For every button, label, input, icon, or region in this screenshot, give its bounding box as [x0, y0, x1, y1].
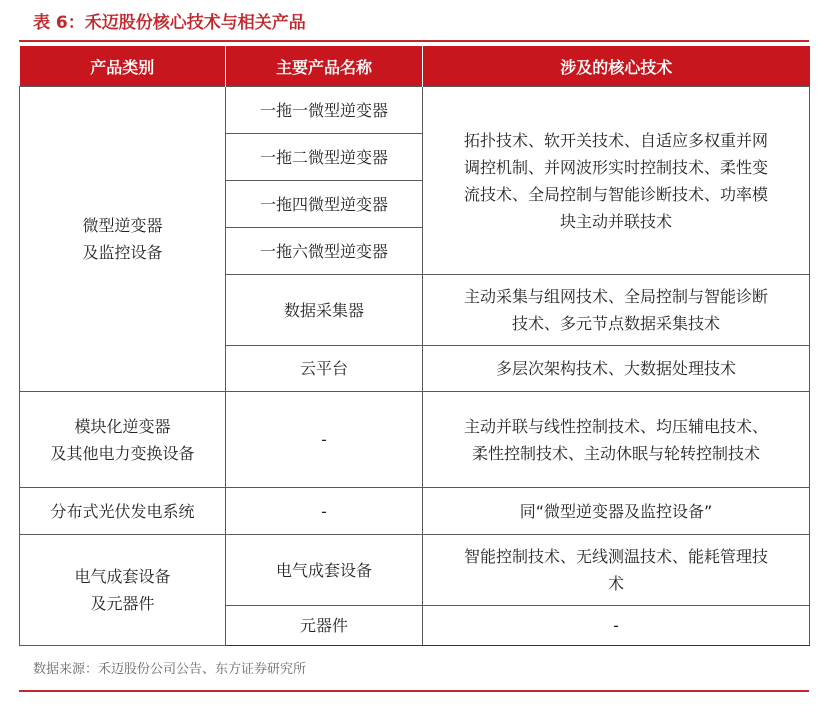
tech-cell	[423, 275, 810, 346]
header-category: 产品类别	[20, 46, 226, 87]
category-line: 模块化逆变器	[74, 416, 171, 436]
product-cell: 一拖六微型逆变器	[226, 228, 423, 275]
tech-cell	[423, 346, 810, 392]
tech-line: 主动并联与线性控制技术、均压辅电技术、	[463, 416, 768, 436]
product-cell: -	[226, 392, 423, 488]
tech-line: 技术、多元节点数据采集技术	[511, 314, 720, 333]
table-row	[20, 87, 810, 134]
tech-line: 主动采集与组网技术、全局控制与智能诊断	[463, 287, 768, 306]
title-divider	[19, 40, 809, 42]
tech-line: 块主动并联技术	[559, 211, 672, 231]
tech-line: 拓扑技术、软开关技术、自适应多权重并网	[463, 130, 768, 150]
category-cell-modular-inverter	[20, 392, 226, 488]
tech-cell	[423, 392, 810, 488]
category-line: 微型逆变器	[82, 216, 163, 235]
category-cell-electrical-equipment	[20, 535, 226, 646]
category-cell-distributed-pv: 分布式光伏发电系统	[20, 488, 226, 535]
product-cell: 一拖四微型逆变器	[226, 181, 423, 228]
product-cell: 云平台	[226, 346, 423, 392]
tech-cell	[423, 535, 810, 606]
table-header-row	[20, 46, 810, 87]
tech-line: 柔性控制技术、主动休眠与轮转控制技术	[471, 443, 760, 463]
tech-line: 多层次架构技术、大数据处理技术	[495, 359, 736, 378]
table-row	[20, 392, 810, 488]
tech-line: 调控机制、并网波形实时控制技术、柔性变	[463, 157, 768, 177]
tech-line: 流技术、全局控制与智能诊断技术、功率模	[463, 184, 768, 204]
category-line: 及监控设备	[82, 243, 163, 262]
product-cell: 一拖二微型逆变器	[226, 134, 423, 181]
category-cell-micro-inverter	[20, 87, 226, 392]
tech-line: 智能控制技术、无线测温技术、能耗管理技	[463, 547, 768, 566]
product-cell: 数据采集器	[226, 275, 423, 346]
tech-line: 术	[607, 574, 624, 593]
category-line: 及元器件	[90, 594, 155, 613]
product-cell: 元器件	[226, 606, 423, 646]
header-product: 主要产品名称	[226, 46, 423, 87]
category-line: 及其他电力变换设备	[50, 443, 195, 463]
header-tech: 涉及的核心技术	[423, 46, 810, 87]
product-cell: -	[226, 488, 423, 535]
source-note: 数据来源：禾迈股份公司公告、东方证券研究所	[33, 662, 307, 677]
tech-cell	[423, 87, 810, 275]
bottom-divider	[19, 690, 809, 692]
tech-cell: -	[423, 606, 810, 646]
table-row	[20, 535, 810, 606]
page-title: 表 6：禾迈股份核心技术与相关产品	[33, 13, 306, 33]
product-cell: 一拖一微型逆变器	[226, 87, 423, 134]
tech-cell: 同“微型逆变器及监控设备”	[423, 488, 810, 535]
product-cell: 电气成套设备	[226, 535, 423, 606]
table-row	[20, 488, 810, 535]
category-line: 电气成套设备	[74, 567, 171, 586]
core-tech-table	[19, 46, 810, 646]
